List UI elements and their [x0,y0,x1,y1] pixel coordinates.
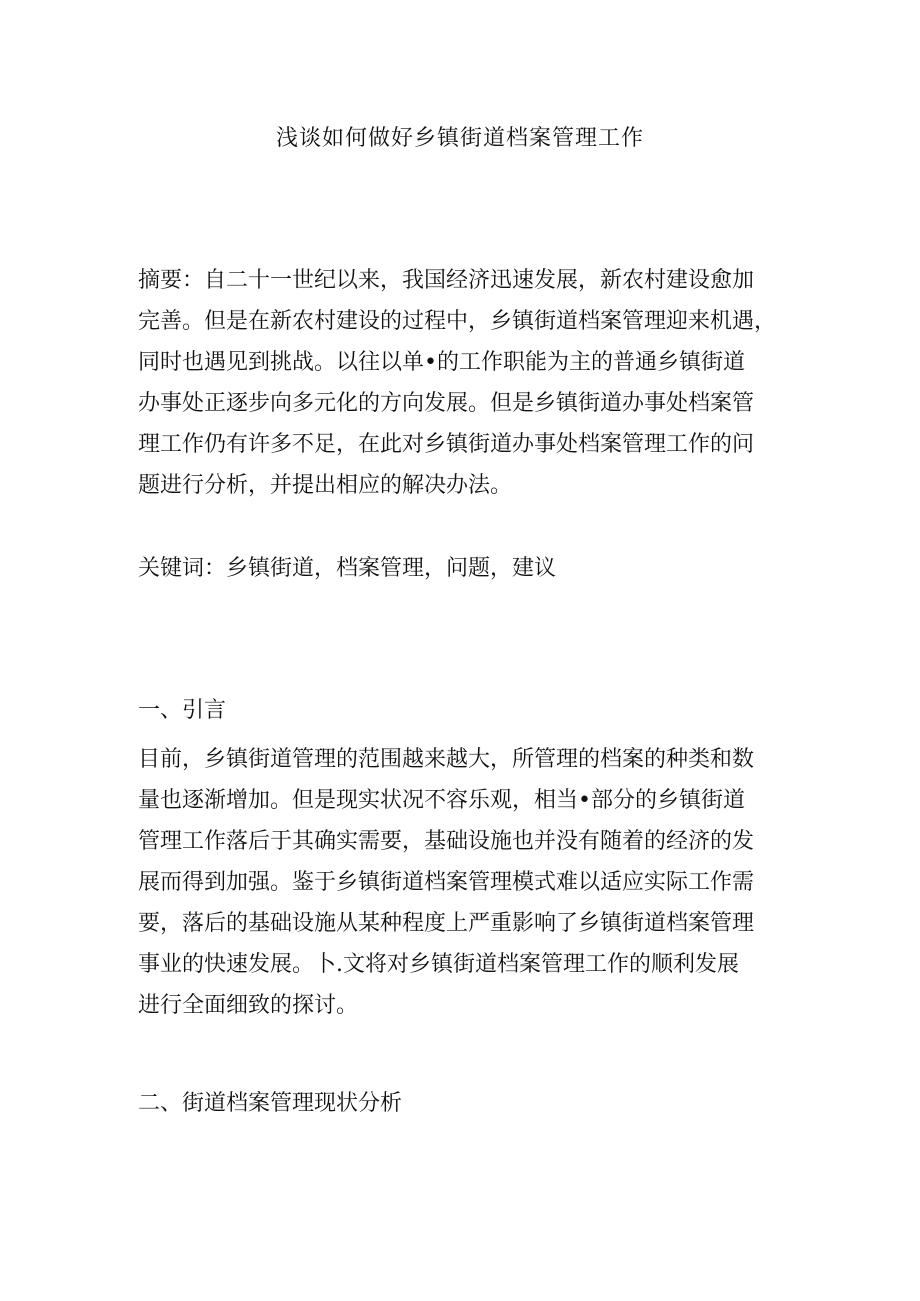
section-heading-text: 二、街道档案管理现状分析 [138,1091,403,1116]
introduction-paragraph [138,739,790,1026]
abstract-line: 理工作仍有许多不足，在此对乡镇街道办事处档案管理工作的问 [138,432,755,457]
section-heading-text: 一、引言 [138,698,227,723]
introduction-line: 事业的快速发展。卜.文将对乡镇街道档案管理工作的顺利发展 [138,952,739,977]
introduction-line: 目前，乡镇街道管理的范围越来越大，所管理的档案的种类和数 [138,747,755,772]
abstract-line: 办事处正逐步向多元化的方向发展。但是乡镇街道办事处档案管 [138,391,755,416]
abstract-line: 完善。但是在新农村建设的过程中，乡镇街道档案管理迎来机遇， [138,309,777,334]
section-heading-introduction [138,690,790,731]
keywords-line [138,548,790,589]
introduction-line: 管理工作落后于其确实需要，基础设施也并没有随着的经济的发 [138,829,755,854]
section-heading-status-analysis [138,1083,790,1124]
document-title: 浅谈如何做好乡镇街道档案管理工作 [275,126,644,151]
introduction-line: 展而得到加强。鉴于乡镇街道档案管理模式难以适应实际工作需 [138,870,755,895]
abstract-line: 摘要：自二十一世纪以来，我国经济迅速发展，新农村建设愈加 [138,268,755,293]
abstract-line: 同时也遇见到挑战。以往以单•的工作职能为主的普通乡镇街道 [138,350,745,375]
introduction-line: 要，落后的基础设施从某种程度上严重影响了乡镇街道档案管理 [138,911,755,936]
abstract-line: 题进行分析，并提出相应的解决办法。 [138,473,513,498]
introduction-line: 进行全面细致的探讨。 [138,993,359,1018]
introduction-line: 量也逐渐增加。但是现实状况不容乐观，相当•部分的乡镇街道 [138,788,745,813]
abstract-paragraph [138,260,790,506]
keywords-text: 关键词：乡镇街道，档案管理，问题，建议 [138,556,557,581]
